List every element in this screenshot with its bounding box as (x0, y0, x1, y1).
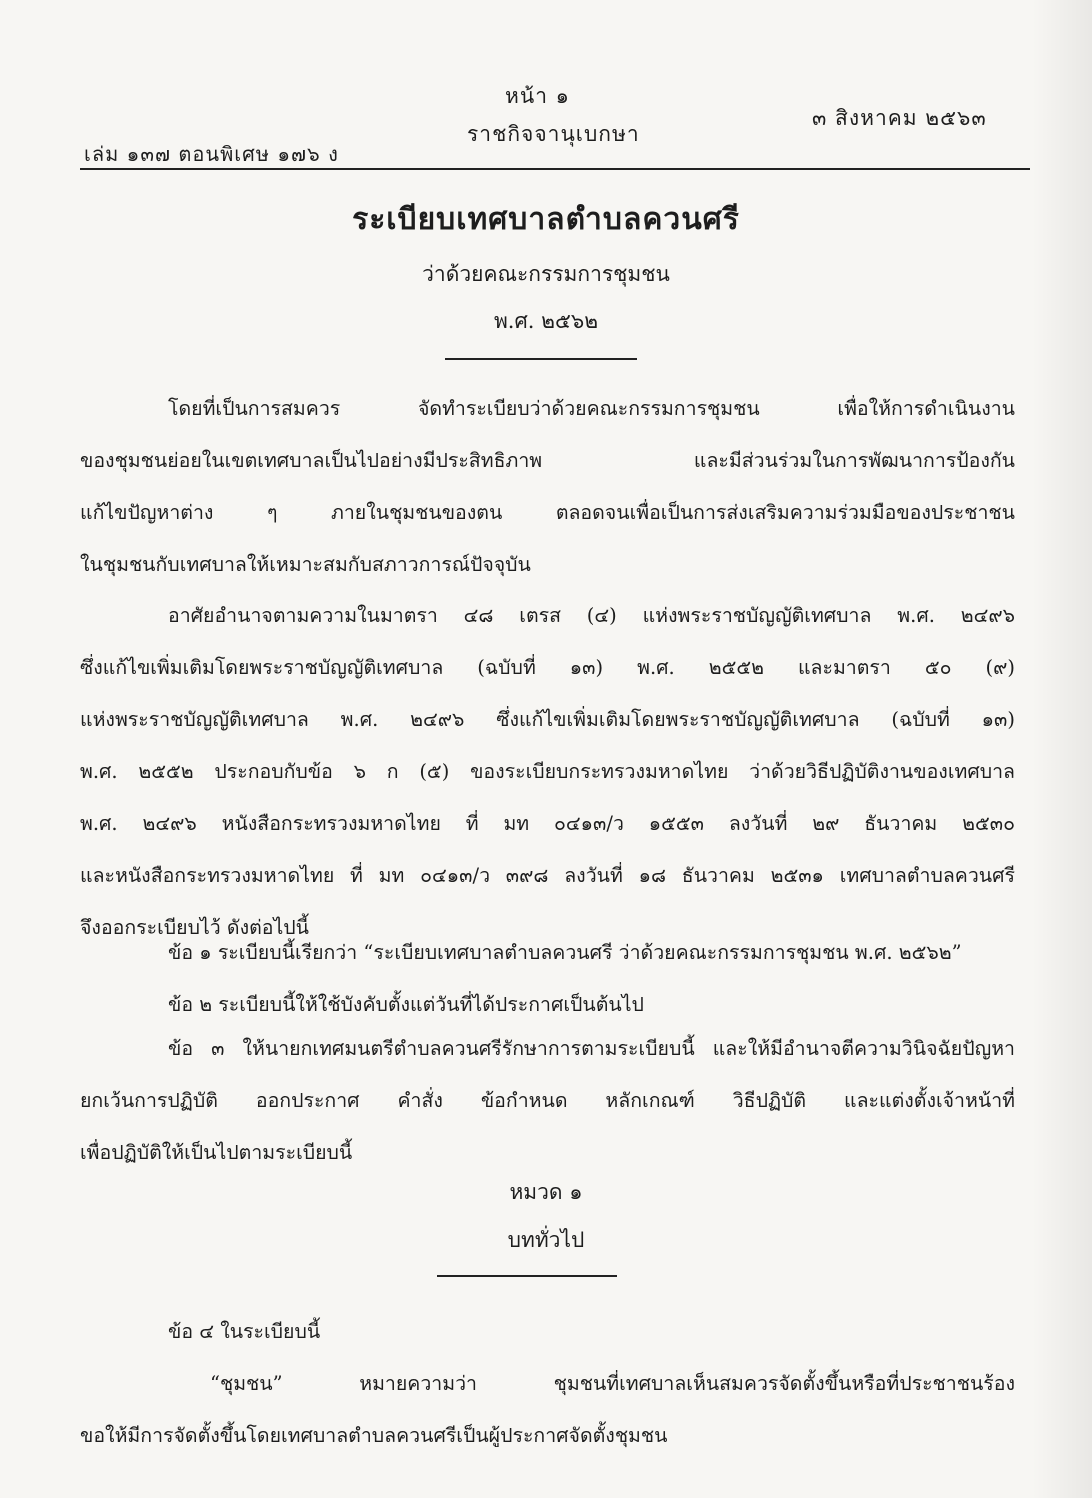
title-divider (445, 358, 637, 360)
authority-line: พ.ศ. ๒๔๙๖ หนังสือกระทรวงมหาดไทย ที่ มท ๐๔๑๓/ว ๑๕๕๓ ลงวันที่ ๒๙ ธันวาคม ๒๕๓๐ (80, 812, 1015, 835)
clause-3-line: เพื่อปฏิบัติให้เป็นไปตามระเบียบนี้ (80, 1141, 353, 1164)
preamble-line: ในชุมชนกับเทศบาลให้เหมาะสมกับสภาวการณ์ปัจจุบัน (80, 553, 531, 576)
preamble-line: ของชุมชนย่อยในเขตเทศบาลเป็นไปอย่างมีประสิทธิภาพ และมีส่วนร่วมในการพัฒนาการป้องกัน (80, 449, 1015, 472)
authority-line: ซึ่งแก้ไขเพิ่มเติมโดยพระราชบัญญัติเทศบาล (ฉบับที่ ๑๓) พ.ศ. ๒๕๕๒ และมาตรา ๕๐ (๙) (80, 656, 1015, 679)
authority-line: พ.ศ. ๒๕๕๒ ประกอบกับข้อ ๖ ก (๕) ของระเบียบกระทรวงมหาดไทย ว่าด้วยวิธีปฏิบัติงานของเทศบาล (80, 760, 1015, 783)
regulation-title: ระเบียบเทศบาลตำบลควนศรี (352, 202, 740, 237)
authority-paragraph (80, 590, 1015, 954)
authority-line: จึงออกระเบียบไว้ ดังต่อไปนี้ (80, 916, 310, 939)
chapter-divider (437, 1275, 617, 1277)
preamble-line: แก้ไขปัญหาต่าง ๆ ภายในชุมชนของตน ตลอดจนเพื่อเป็นการส่งเสริมความร่วมมือของประชาชน (80, 501, 1015, 524)
chapter-title: บททั่วไป (507, 1228, 585, 1252)
clause-3-line: ยกเว้นการปฏิบัติ ออกประกาศ คำสั่ง ข้อกำหนด หลักเกณฑ์ วิธีปฏิบัติ และแต่งตั้งเจ้าหน้าที่ (80, 1089, 1015, 1112)
clause-3-line: ข้อ ๓ ให้นายกเทศมนตรีตำบลควนศรีรักษาการตามระเบียบนี้ และให้มีอำนาจตีความวินิจฉัยปัญหา (168, 1037, 1015, 1060)
chapter-number: หมวด ๑ (509, 1180, 583, 1204)
authority-line: และหนังสือกระทรวงมหาดไทย ที่ มท ๐๔๑๓/ว ๓๙๘ ลงวันที่ ๑๘ ธันวาคม ๒๕๓๑ เทศบาลตำบลควนศรี (80, 864, 1015, 887)
clause-1: ข้อ ๑ ระเบียบนี้เรียกว่า “ระเบียบเทศบาลตำบลควนศรี ว่าด้วยคณะกรรมการชุมชน พ.ศ. ๒๕๖๒” (168, 941, 962, 964)
regulation-subtitle: ว่าด้วยคณะกรรมการชุมชน (422, 262, 670, 286)
regulation-year: พ.ศ. ๒๕๖๒ (493, 309, 599, 333)
header-divider (80, 168, 1030, 170)
header-gazette-name: ราชกิจจานุเบกษา (467, 122, 640, 146)
header-page-number: หน้า ๑ (505, 84, 570, 108)
clause-4 (80, 1306, 1015, 1462)
preamble-line: โดยที่เป็นการสมควร จัดทำระเบียบว่าด้วยคณะกรรมการชุมชน เพื่อให้การดำเนินงาน (168, 397, 1015, 420)
clauses-1-2 (80, 927, 1015, 1031)
clause-4-definition: “ชุมชน” หมายความว่า ชุมชนที่เทศบาลเห็นสมควรจัดตั้งขึ้นหรือที่ประชาชนร้อง (210, 1372, 1015, 1395)
authority-line: แห่งพระราชบัญญัติเทศบาล พ.ศ. ๒๔๙๖ ซึ่งแก้ไขเพิ่มเติมโดยพระราชบัญญัติเทศบาล (ฉบับที่ ๑๓) (80, 708, 1015, 731)
clause-4-intro: ข้อ ๔ ในระเบียบนี้ (168, 1320, 321, 1343)
header-volume: เล่ม ๑๓๗ ตอนพิเศษ ๑๗๖ ง (84, 142, 339, 166)
preamble-paragraph (80, 383, 1015, 591)
clause-2: ข้อ ๒ ระเบียบนี้ให้ใช้บังคับตั้งแต่วันที่ได้ประกาศเป็นต้นไป (168, 993, 644, 1016)
header-date: ๓ สิงหาคม ๒๕๖๓ (812, 106, 987, 130)
authority-line: อาศัยอำนาจตามความในมาตรา ๔๘ เตรส (๔) แห่งพระราชบัญญัติเทศบาล พ.ศ. ๒๔๙๖ (168, 604, 1015, 627)
clause-4-definition: ขอให้มีการจัดตั้งขึ้นโดยเทศบาลตำบลควนศรีเป็นผู้ประกาศจัดตั้งชุมชน (80, 1424, 668, 1447)
clause-3 (80, 1023, 1015, 1179)
